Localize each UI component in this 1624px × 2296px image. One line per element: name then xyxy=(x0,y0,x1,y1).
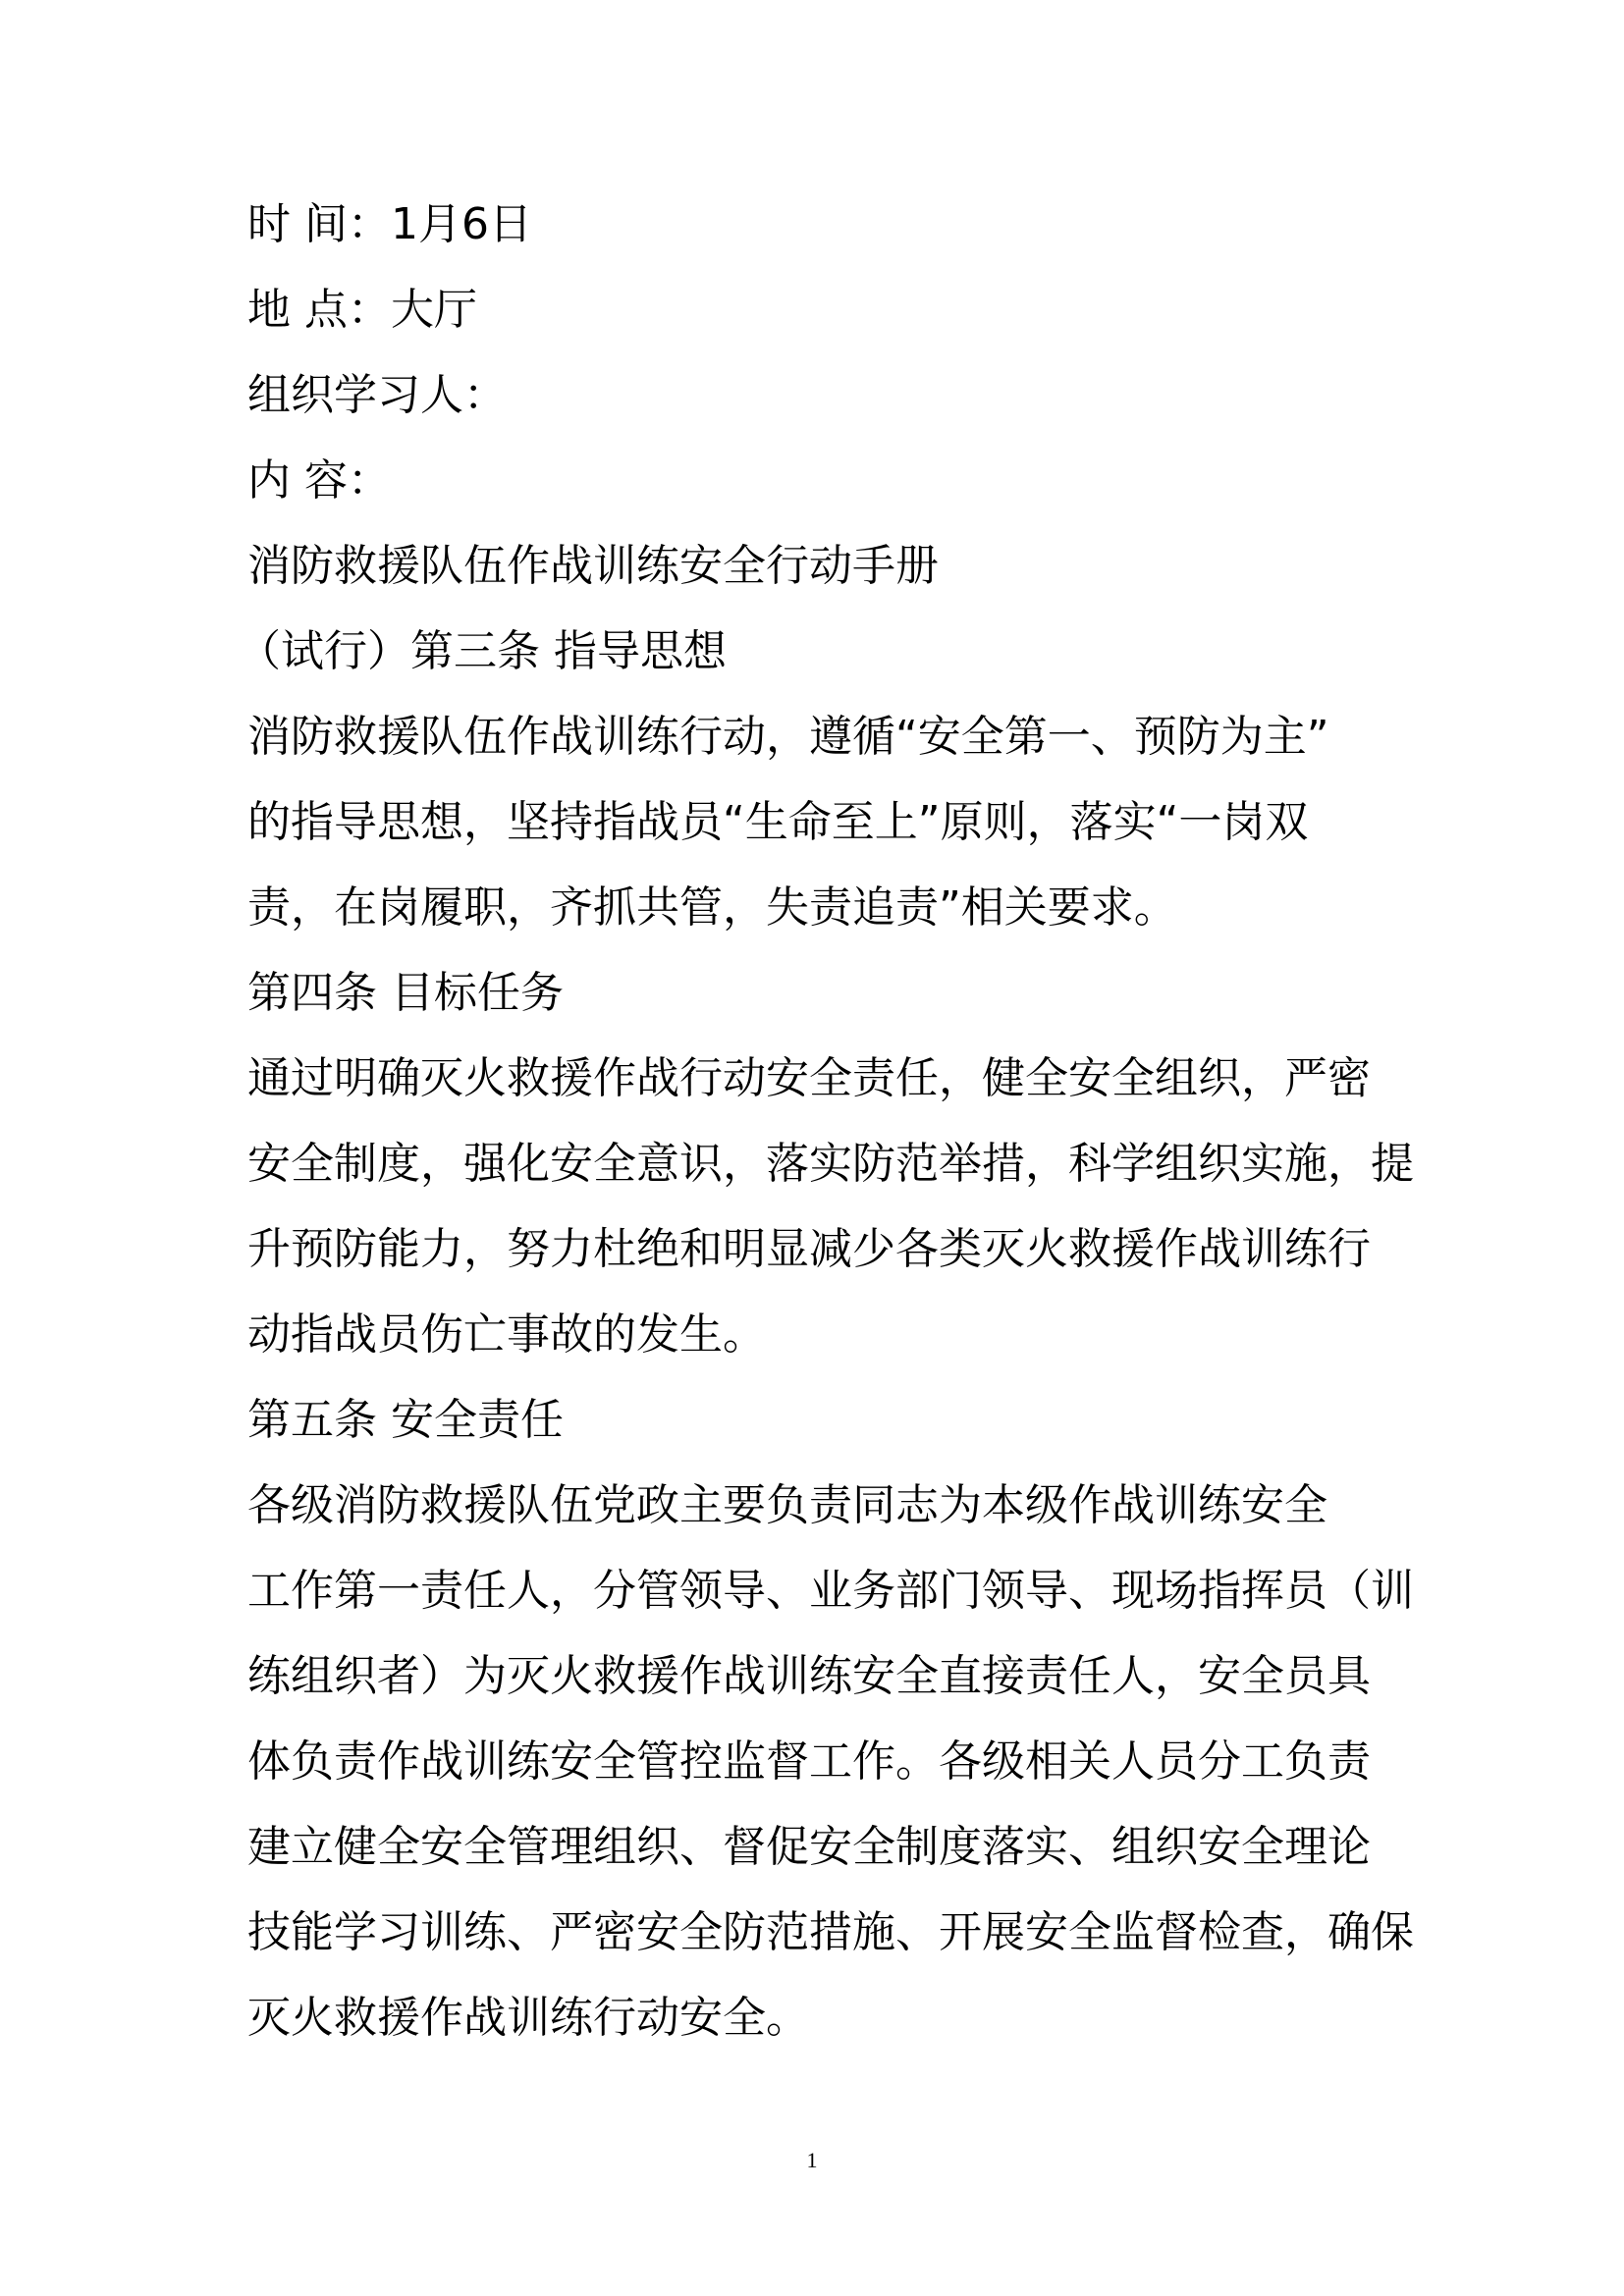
text-line: 通过明确灭火救援作战行动安全责任，健全安全组织，严密 xyxy=(247,1053,1371,1103)
text-line: 动指战员伤亡事故的发生。 xyxy=(247,1309,766,1360)
page-number: 1 xyxy=(806,2148,818,2172)
text-line: 安全制度，强化安全意识，落实防范举措，科学组织实施，提 xyxy=(247,1139,1414,1189)
text-line: 第五条 安全责任 xyxy=(247,1395,564,1445)
text-line: 组织学习人： xyxy=(247,370,507,420)
document-body xyxy=(238,182,1414,2060)
text-line: 时 间：1月6日 xyxy=(247,199,532,249)
text-line: 练组织者）为灭火救援作战训练安全直接责任人，安全员具 xyxy=(247,1651,1371,1701)
text-line: 地 点：大厅 xyxy=(247,285,477,335)
text-line: 内 容： xyxy=(247,455,391,506)
text-line: 各级消防救援队伍党政主要负责同志为本级作战训练安全 xyxy=(247,1480,1327,1530)
text-line: 体负责作战训练安全管控监督工作。各级相关人员分工负责 xyxy=(247,1736,1371,1787)
text-line: 消防救援队伍作战训练行动，遵循“安全第一、预防为主” xyxy=(247,712,1329,762)
text-line: 灭火救援作战训练行动安全。 xyxy=(247,1993,809,2043)
text-line: 责，在岗履职，齐抓共管，失责追责”相关要求。 xyxy=(247,882,1177,933)
text-line: 第四条 目标任务 xyxy=(247,968,564,1018)
text-line: （试行）第三条 指导思想 xyxy=(238,626,727,676)
text-line: 工作第一责任人，分管领导、业务部门领导、现场指挥员（训 xyxy=(247,1566,1414,1616)
text-line: 消防救援队伍作战训练安全行动手册 xyxy=(247,541,939,591)
text-line: 建立健全安全管理组织、督促安全制度落实、组织安全理论 xyxy=(247,1822,1371,1872)
text-line: 的指导思想，坚持指战员“生命至上”原则，落实“一岗双 xyxy=(247,797,1309,847)
text-line: 升预防能力，努力杜绝和明显减少各类灭火救援作战训练行 xyxy=(247,1224,1371,1274)
text-line: 技能学习训练、严密安全防范措施、开展安全监督检查，确保 xyxy=(247,1907,1414,1957)
